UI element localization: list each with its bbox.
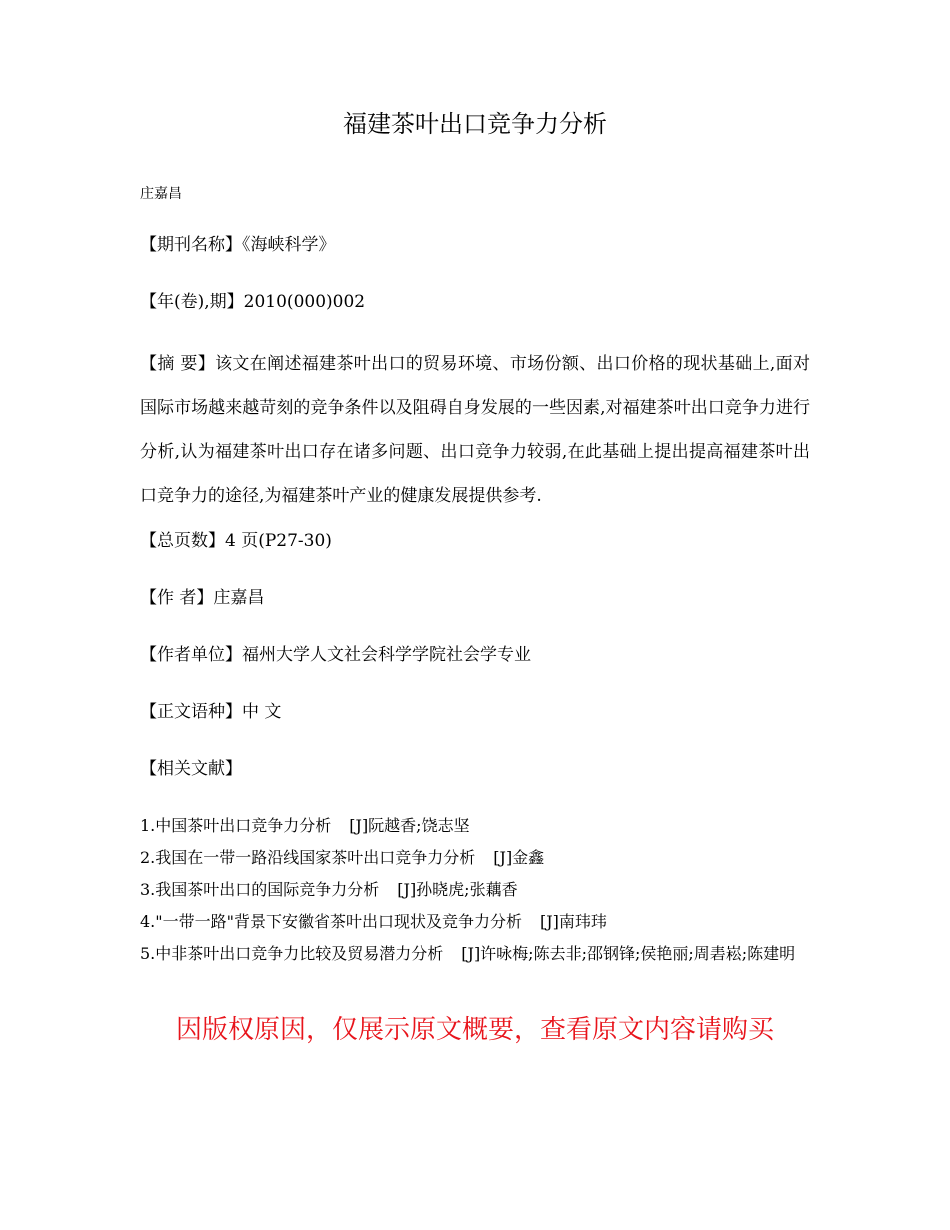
- related-item-tag: [J]南玮玮: [540, 912, 607, 931]
- related-heading: 【相关文献】: [140, 759, 242, 779]
- year-issue-field: 【年(卷),期】2010(000)002: [140, 292, 366, 312]
- abstract-field: 【摘 要】该文在阐述福建茶叶出口的贸易环境、市场份额、出口价格的现状基础上,面对国际市场越来越苛刻的竞争条件以及阻碍自身发展的一些因素,对福建茶叶出口竞争力进行分析,认为福建茶叶出口存在诸多问题、出口竞争力较弱,在此基础上提出提高福建茶叶出口竞争力的途径,为福建茶叶产业的健康发展提供参考.: [140, 354, 810, 506]
- author-line: 庄嘉昌: [140, 186, 182, 202]
- related-item-title: 3.我国茶叶出口的国际竞争力分析: [140, 880, 380, 899]
- related-item-tag: [J]孙晓虎;张藕香: [397, 880, 518, 899]
- related-item-tag: [J]许咏梅;陈去非;邵钢锋;侯艳丽;周砉崧;陈建明: [461, 944, 796, 963]
- journal-field: 【期刊名称】《海峡科学》: [140, 235, 336, 255]
- related-item-tag: [J]金鑫: [493, 848, 545, 867]
- page-title: 福建茶叶出口竞争力分析: [343, 110, 607, 138]
- related-item[interactable]: [140, 938, 810, 970]
- language-field: 【正文语种】中 文: [140, 702, 282, 722]
- related-item-title: 1.中国茶叶出口竞争力分析: [140, 816, 332, 835]
- author-field: 【作 者】庄嘉昌: [140, 588, 265, 608]
- related-item[interactable]: [140, 874, 810, 906]
- pages-field: 【总页数】4 页(P27-30): [140, 531, 332, 551]
- related-item[interactable]: [140, 906, 810, 938]
- copyright-notice: 因版权原因，仅展示原文概要，查看原文内容请购买: [175, 1015, 774, 1045]
- related-item[interactable]: [140, 810, 810, 842]
- related-item-title: 5.中非茶叶出口竞争力比较及贸易潜力分析: [140, 944, 444, 963]
- affiliation-field: 【作者单位】福州大学人文社会科学学院社会学专业: [140, 645, 531, 665]
- related-item[interactable]: [140, 842, 810, 874]
- related-item-title: 2.我国在一带一路沿线国家茶叶出口竞争力分析: [140, 848, 476, 867]
- related-list: [140, 810, 810, 970]
- related-item-title: 4."一带一路"背景下安徽省茶叶出口现状及竞争力分析: [140, 912, 522, 931]
- related-item-tag: [J]阮越香;饶志坚: [349, 816, 470, 835]
